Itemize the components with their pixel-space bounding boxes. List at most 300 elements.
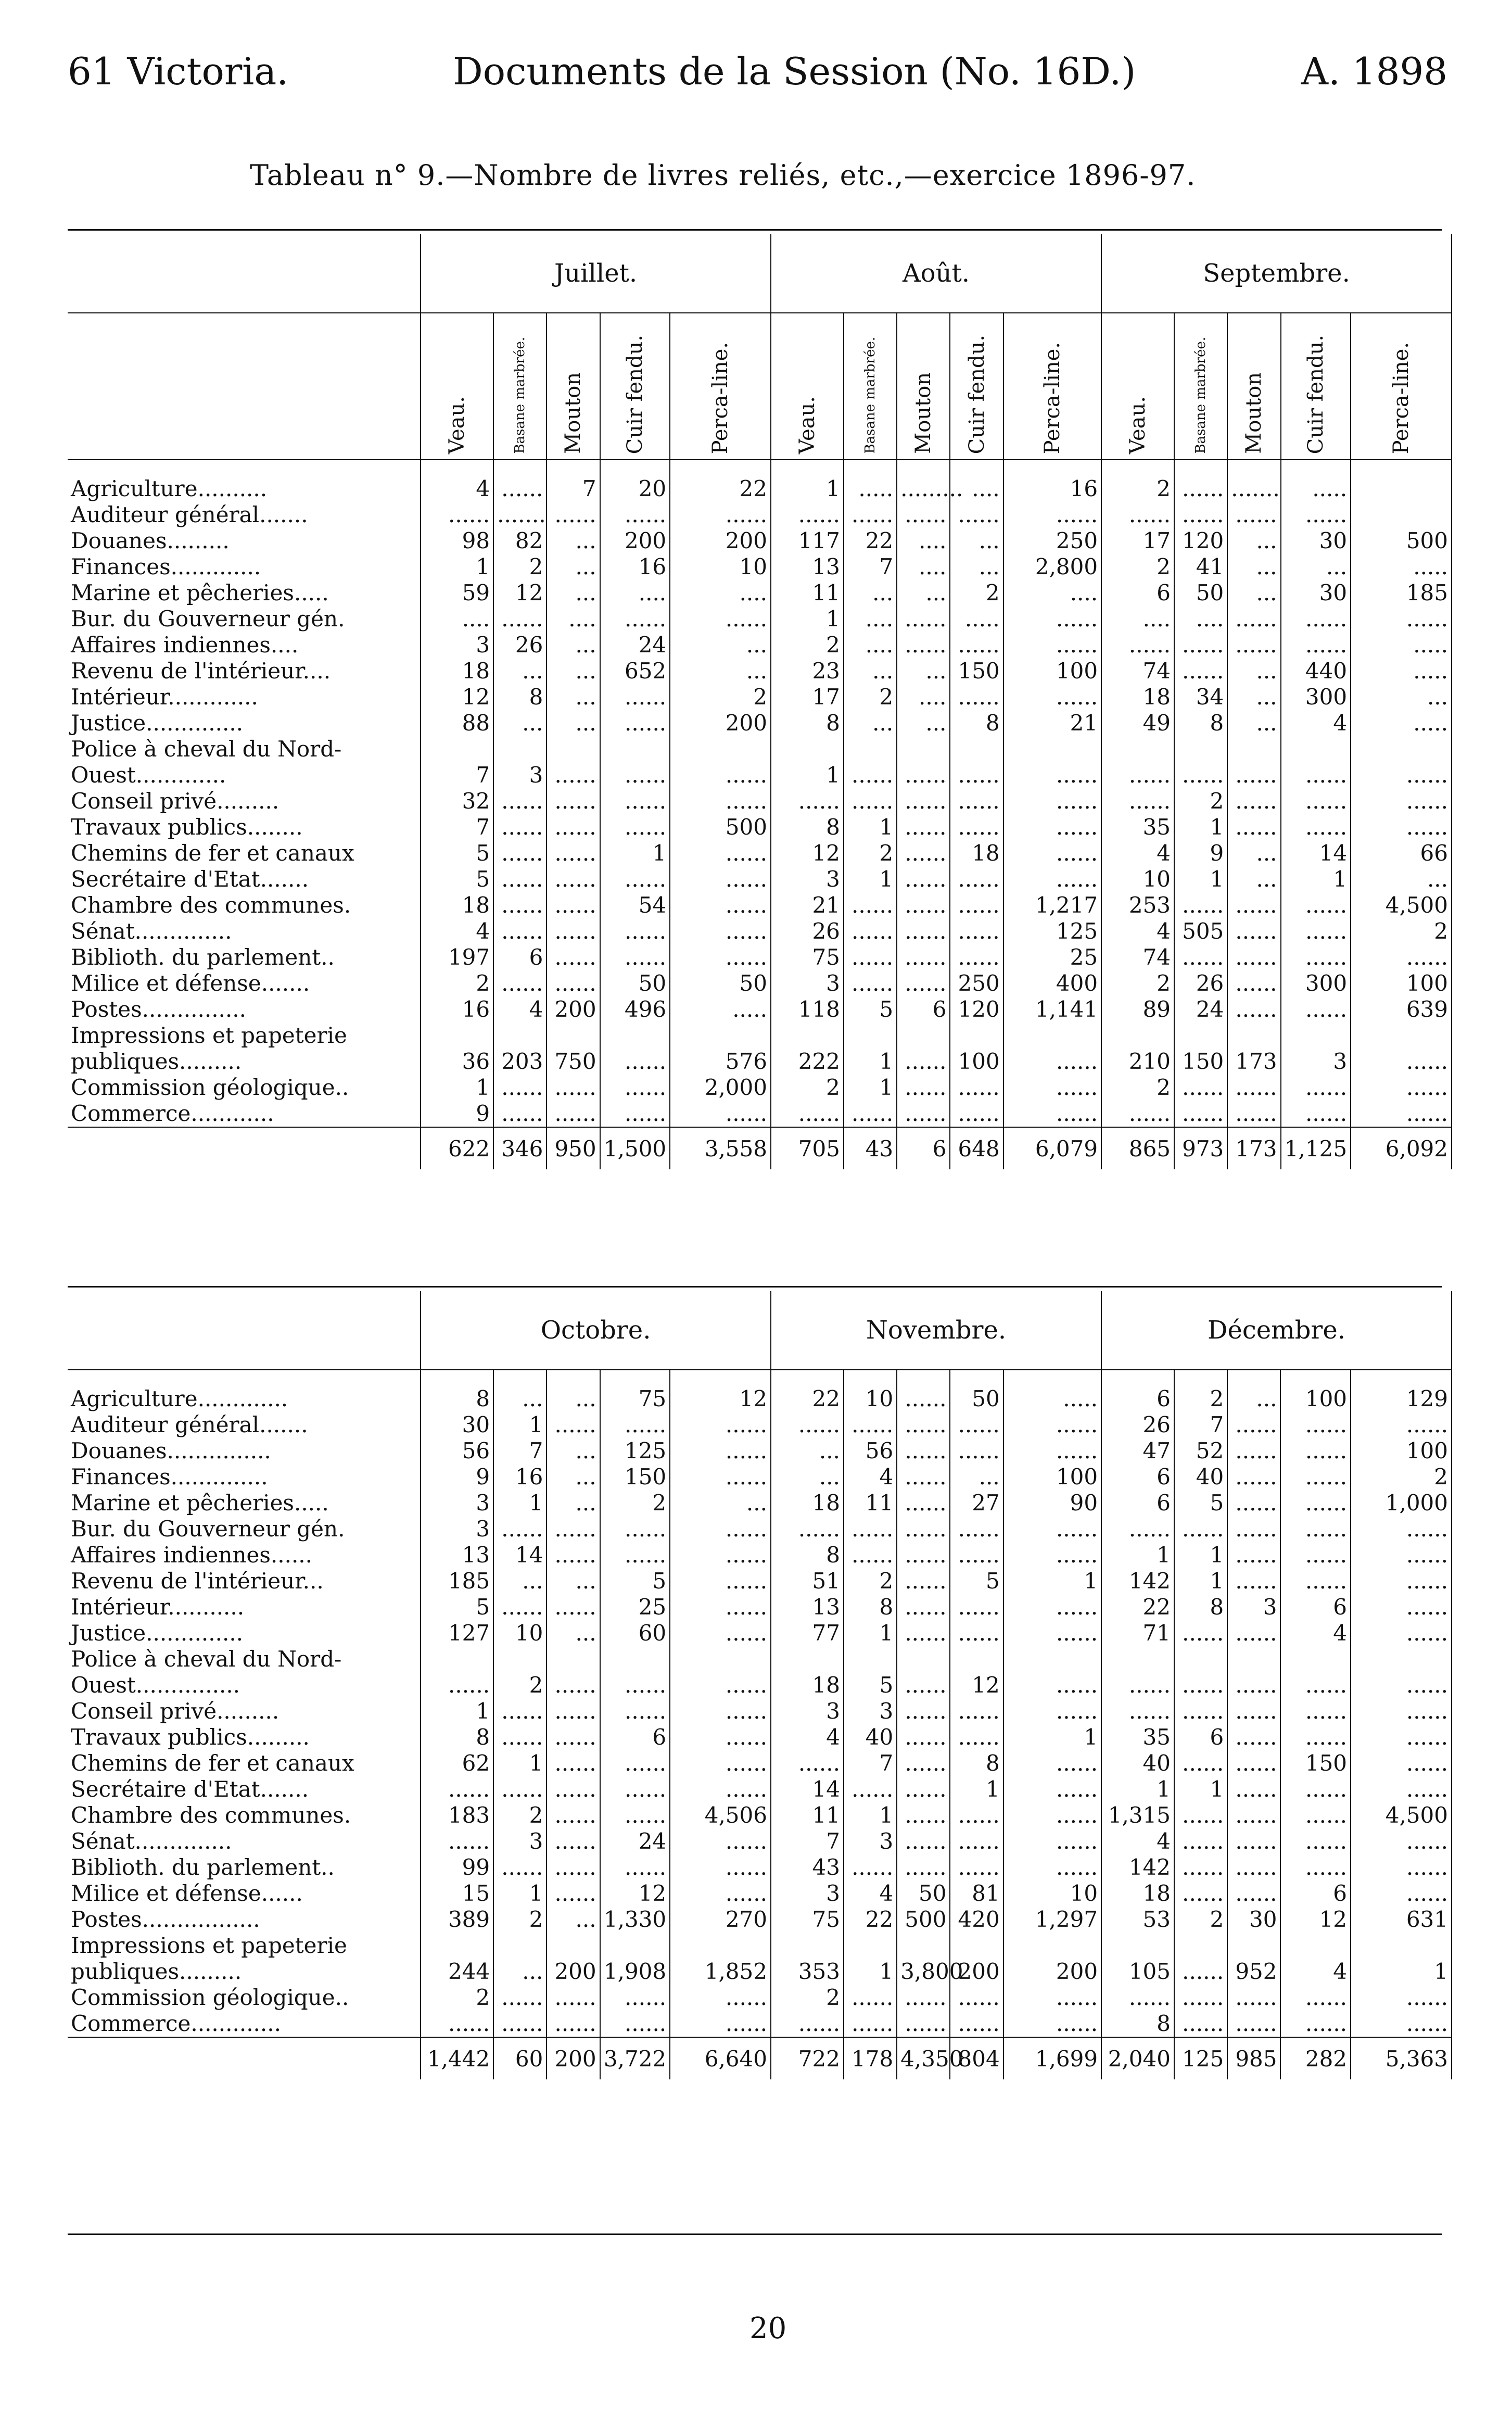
table-cell: ...... (1003, 1101, 1101, 1127)
table-row (68, 736, 1452, 762)
table-cell: 90 (1003, 1490, 1101, 1516)
table-cell: ... (493, 710, 547, 736)
column-header-label: Mouton (1242, 372, 1266, 454)
table-cell: ...... (547, 762, 600, 788)
table-cell: 185 (421, 1568, 493, 1594)
table-cell: ..... (950, 606, 1003, 632)
table-cell: ...... (950, 788, 1003, 814)
table-cell: ...... (600, 1750, 670, 1776)
table-cell: ...... (600, 2011, 670, 2037)
column-header (1101, 313, 1174, 460)
table-cell: ...... (547, 788, 600, 814)
table-cell: 3 (1227, 1594, 1280, 1620)
table-cell: ..... (1281, 476, 1351, 502)
row-label: Finances.............. (68, 1464, 421, 1490)
table-row (68, 1542, 1452, 1568)
table-cell: ...... (1003, 1075, 1101, 1101)
table-cell: ...... (1174, 1516, 1227, 1542)
table-row (68, 684, 1452, 710)
table-cell: 30 (421, 1412, 493, 1438)
table-cell: ...... (950, 1802, 1003, 1828)
table-cell: 8 (421, 1724, 493, 1750)
table-cell: 952 (1227, 1959, 1280, 1985)
table-cell: ...... (1280, 1490, 1351, 1516)
column-header (1351, 313, 1452, 460)
table-cell: ...... (1227, 1802, 1280, 1828)
table-cell: 21 (1003, 710, 1101, 736)
table-cell: ...... (1101, 1101, 1174, 1127)
table-cell: 1 (493, 1490, 547, 1516)
table-cell: ...... (547, 1881, 600, 1907)
table-cell: ...... (1281, 788, 1351, 814)
total-cell: 178 (844, 2037, 897, 2079)
row-label: Auditeur général....... (68, 1412, 421, 1438)
row-label: Commission géologique.. (68, 1985, 421, 2011)
table-cell: ...... (1003, 840, 1101, 866)
table-cell (421, 1646, 493, 1672)
table-cell: 40 (1174, 1464, 1227, 1490)
table-cell: 12 (1280, 1907, 1351, 1933)
table-cell: ...... (600, 1516, 670, 1542)
table-cell: ...... (1174, 1802, 1227, 1828)
row-label: Marine et pêcheries..... (68, 1490, 421, 1516)
totals-label (68, 1127, 421, 1169)
table-cell: ...... (897, 1724, 950, 1750)
table-cell: 5 (950, 1568, 1003, 1594)
table-cell: ...... (600, 814, 670, 840)
table-cell: 26 (1174, 970, 1227, 996)
table-cell: ...... (493, 1776, 547, 1802)
table-cell: .... (897, 528, 950, 554)
table-cell: 7 (844, 554, 897, 580)
table-cell: ... (1227, 580, 1280, 606)
table-cell: ...... (897, 1594, 950, 1620)
table-cell: ...... (950, 1724, 1003, 1750)
table-cell: 7 (844, 1750, 897, 1776)
table-cell: 4 (844, 1881, 897, 1907)
table-cell: 3,800 (897, 1959, 950, 1985)
table-cell: 6 (1101, 1490, 1174, 1516)
table-cell (950, 736, 1003, 762)
table-cell: ...... (600, 684, 670, 710)
table-cell: 30 (1227, 1907, 1280, 1933)
table-cell: ...... (950, 1542, 1003, 1568)
table-block-1 (68, 234, 1452, 1169)
table-cell: 2 (1174, 1907, 1227, 1933)
table-cell: ...... (1003, 1672, 1101, 1698)
table-cell: 4 (1280, 1620, 1351, 1646)
table-cell: ...... (1227, 1776, 1280, 1802)
table-cell: ...... (844, 892, 897, 918)
column-header (670, 313, 771, 460)
table-row (68, 1464, 1452, 1490)
table-cell: ...... (493, 814, 547, 840)
table-cell: ..... (1351, 710, 1452, 736)
table-cell: 89 (1101, 996, 1174, 1023)
total-cell: 346 (493, 1127, 547, 1169)
table-cell: 652 (600, 658, 670, 684)
table-cell: 1 (1174, 1542, 1227, 1568)
table-cell: ...... (897, 1101, 950, 1127)
total-cell: 43 (844, 1127, 897, 1169)
table-cell: ...... (600, 1854, 670, 1881)
table-cell: ... (1351, 866, 1452, 892)
table-cell: ...... (1351, 1881, 1452, 1907)
table-cell: 1 (950, 1776, 1003, 1802)
table-cell: 1 (1003, 1724, 1101, 1750)
table-cell: ..... (1351, 554, 1452, 580)
table-cell: ...... (1174, 658, 1227, 684)
table-cell: 2 (950, 580, 1003, 606)
table-cell: ...... (600, 1985, 670, 2011)
table-cell: ...... (1351, 1620, 1452, 1646)
table-cell: 1 (844, 1959, 897, 1985)
top-rule (68, 229, 1442, 231)
table-cell: ...... (670, 918, 771, 944)
table-cell: ...... (1280, 1542, 1351, 1568)
table-cell: 36 (421, 1049, 493, 1075)
table-cell: ...... (493, 476, 547, 502)
table-cell: ...... (547, 1412, 600, 1438)
column-header-label: Veau. (445, 396, 469, 454)
row-label: Marine et pêcheries..... (68, 580, 421, 606)
row-label: Police à cheval du Nord- (68, 736, 421, 762)
table-cell: ... (670, 658, 771, 684)
table-cell (1280, 1646, 1351, 1672)
table-cell: 2 (844, 684, 897, 710)
table-cell: ...... (493, 1101, 547, 1127)
table-row (68, 1750, 1452, 1776)
table-cell: ....... (493, 502, 547, 528)
table-cell: ...... (897, 892, 950, 918)
table-cell: 8 (493, 684, 547, 710)
table-cell: 5 (844, 996, 897, 1023)
column-header (1003, 313, 1101, 460)
table-cell: ...... (670, 502, 771, 528)
table-cell: 5 (421, 866, 493, 892)
table-cell: 639 (1351, 996, 1452, 1023)
table-cell: ...... (1003, 1049, 1101, 1075)
table-cell: 3 (771, 1698, 844, 1724)
table-row (68, 866, 1452, 892)
table-cell: ...... (1280, 1854, 1351, 1881)
table-cell: 100 (1351, 1438, 1452, 1464)
table-cell: ...... (1174, 632, 1227, 658)
table-cell: 150 (950, 658, 1003, 684)
table-cell (1351, 1646, 1452, 1672)
table-cell: ... (897, 580, 950, 606)
table-cell: 500 (670, 814, 771, 840)
total-cell: 6,079 (1003, 1127, 1101, 1169)
table-cell: 1 (421, 1075, 493, 1101)
table-cell: ...... (897, 502, 950, 528)
table-cell: 4 (493, 996, 547, 1023)
table-cell: ...... (897, 1698, 950, 1724)
table-cell: .... (421, 606, 493, 632)
table-cell: 4 (1101, 1828, 1174, 1854)
table-cell: ...... (670, 1568, 771, 1594)
table-cell: 2 (771, 632, 844, 658)
table-cell: 2 (600, 1490, 670, 1516)
table-cell (1003, 1933, 1101, 1959)
month-header: Novembre. (771, 1291, 1101, 1370)
table-cell: ...... (493, 840, 547, 866)
table-cell: ...... (493, 606, 547, 632)
table-cell: .... (844, 606, 897, 632)
table-cell: ...... (1227, 1516, 1280, 1542)
table-cell (421, 1933, 493, 1959)
row-label: publiques......... (68, 1049, 421, 1075)
table-row (68, 1985, 1452, 2011)
table-cell: 9 (421, 1101, 493, 1127)
table-cell: ...... (897, 918, 950, 944)
totals-row (68, 2037, 1452, 2079)
table-cell: 2 (771, 1075, 844, 1101)
table-cell: 200 (950, 1959, 1003, 1985)
total-cell: 705 (771, 1127, 844, 1169)
table-cell: ...... (1227, 1075, 1280, 1101)
table-cell: ...... (1227, 1854, 1280, 1881)
table-cell (547, 1023, 600, 1049)
table-cell: ...... (670, 1828, 771, 1854)
table-cell: ...... (600, 1412, 670, 1438)
table-cell: ...... (1227, 788, 1280, 814)
table-cell: 17 (771, 684, 844, 710)
table-row (68, 788, 1452, 814)
table-cell: 10 (493, 1620, 547, 1646)
table-cell: ...... (950, 918, 1003, 944)
row-label: Postes............... (68, 996, 421, 1023)
table-cell: ...... (897, 1412, 950, 1438)
table-cell: ...... (1227, 1490, 1280, 1516)
table-cell: ...... (670, 1438, 771, 1464)
table-cell: 41 (1174, 554, 1227, 580)
table-cell: ....... (1227, 476, 1280, 502)
table-cell: 4 (844, 1464, 897, 1490)
table-cell: ... (897, 658, 950, 684)
table-cell: ...... (950, 684, 1003, 710)
total-cell: 3,558 (670, 1127, 771, 1169)
table-cell: ...... (1003, 1438, 1101, 1464)
table-cell: .... (1174, 606, 1227, 632)
table-cell: 50 (897, 1881, 950, 1907)
table-cell: 2 (1101, 970, 1174, 996)
total-cell: 6,092 (1351, 1127, 1452, 1169)
table-cell: 15 (421, 1881, 493, 1907)
table-cell: ...... (1281, 892, 1351, 918)
table-cell: 1 (1101, 1776, 1174, 1802)
total-cell: 125 (1174, 2037, 1227, 2079)
table-row (68, 1828, 1452, 1854)
table-cell: 14 (771, 1776, 844, 1802)
table-cell: 2 (493, 1907, 547, 1933)
table-cell: 43 (771, 1854, 844, 1881)
table-cell: ...... (897, 788, 950, 814)
table-cell: 3 (421, 1516, 493, 1542)
table-cell: ... (950, 554, 1003, 580)
table-cell: ...... (547, 1724, 600, 1750)
table-cell: ...... (897, 944, 950, 970)
total-cell: 6 (897, 1127, 950, 1169)
table-cell: ...... (1351, 1698, 1452, 1724)
total-cell: 3,722 (600, 2037, 670, 2079)
table-cell: ...... (1003, 2011, 1101, 2037)
table-cell: 200 (547, 1959, 600, 1985)
table-cell: ...... (1101, 788, 1174, 814)
table-cell: ...... (1351, 1828, 1452, 1854)
table-cell: ... (493, 658, 547, 684)
table-cell: ...... (1003, 1854, 1101, 1881)
table-cell: 24 (1174, 996, 1227, 1023)
total-cell: 200 (547, 2037, 600, 2079)
table-row (68, 1854, 1452, 1881)
table-cell: ...... (600, 710, 670, 736)
table-cell: 1 (844, 1620, 897, 1646)
table-cell: ...... (1003, 788, 1101, 814)
table-cell: 60 (600, 1620, 670, 1646)
table-cell: 200 (547, 996, 600, 1023)
table-cell: .... (1003, 580, 1101, 606)
table-cell: 74 (1101, 944, 1174, 970)
row-label: Postes................. (68, 1907, 421, 1933)
table-cell: 1 (1351, 1959, 1452, 1985)
table-cell: ... (670, 1490, 771, 1516)
table-cell: 2 (1351, 918, 1452, 944)
table-cell: ... (493, 1568, 547, 1594)
table-cell: ...... (1351, 1049, 1452, 1075)
table-cell: 8 (1174, 1594, 1227, 1620)
table-row (68, 1698, 1452, 1724)
table-cell: 25 (1003, 944, 1101, 970)
table-row (68, 892, 1452, 918)
column-header-label: Veau. (1126, 396, 1150, 454)
table-cell: 13 (771, 554, 844, 580)
page-number: 20 (749, 2312, 787, 2345)
row-label: Finances............. (68, 554, 421, 580)
table-cell: ...... (1003, 1802, 1101, 1828)
table-cell: 117 (771, 528, 844, 554)
table-cell: ...... (1003, 1828, 1101, 1854)
table-cell: ...... (670, 840, 771, 866)
table-cell: ...... (1174, 892, 1227, 918)
table-row (68, 1049, 1452, 1075)
column-header (421, 313, 493, 460)
table-cell: ...... (950, 1698, 1003, 1724)
table-cell: 631 (1351, 1907, 1452, 1933)
running-header-title: Documents de la Session (No. 16D.) (453, 49, 1136, 93)
table-cell: ...... (421, 502, 493, 528)
row-label: Milice et défense....... (68, 970, 421, 996)
table-row (68, 606, 1452, 632)
column-header-label: Cuir fendu. (1303, 334, 1328, 454)
table-cell: ...... (1280, 1568, 1351, 1594)
table-cell: 30 (1281, 528, 1351, 554)
table-cell: ...... (547, 1828, 600, 1854)
table-cell: 81 (950, 1881, 1003, 1907)
table-cell: ...... (950, 1412, 1003, 1438)
table-cell: ...... (600, 1101, 670, 1127)
table-cell: ...... (1351, 1412, 1452, 1438)
table-cell: 62 (421, 1750, 493, 1776)
table-cell (950, 1646, 1003, 1672)
table-cell: ...... (547, 970, 600, 996)
table-cell: ... (547, 1620, 600, 1646)
table-cell: ...... (670, 1881, 771, 1907)
table-cell: 24 (600, 632, 670, 658)
table-row (68, 1412, 1452, 1438)
table-cell: 2 (670, 684, 771, 710)
table-row (68, 1568, 1452, 1594)
row-label: Impressions et papeterie (68, 1023, 421, 1049)
table-cell: ...... (771, 2011, 844, 2037)
column-header (844, 313, 897, 460)
table-cell: ...... (844, 1101, 897, 1127)
table-row (68, 1802, 1452, 1828)
table-cell: 200 (600, 528, 670, 554)
table-cell: 6 (600, 1724, 670, 1750)
row-label: Secrétaire d'Etat....... (68, 1776, 421, 1802)
table-cell: ...... (1351, 1776, 1452, 1802)
table-cell: 1 (600, 840, 670, 866)
table-cell (897, 736, 950, 762)
total-cell: 1,699 (1003, 2037, 1101, 2079)
table-cell (1174, 736, 1227, 762)
table-cell: 2 (1101, 476, 1174, 502)
table-cell: .... (670, 580, 771, 606)
table-cell: 440 (1281, 658, 1351, 684)
table-cell: ...... (1280, 1802, 1351, 1828)
table-cell: 4 (1280, 1959, 1351, 1985)
table-cell: 3 (421, 1490, 493, 1516)
table-cell: ...... (547, 1672, 600, 1698)
table-cell: ...... (1351, 1724, 1452, 1750)
table-cell: ...... (670, 606, 771, 632)
table-cell: 51 (771, 1568, 844, 1594)
table-cell: ...... (493, 1854, 547, 1881)
table-cell: ...... (1351, 1101, 1452, 1127)
row-label: Agriculture............. (68, 1386, 421, 1412)
table-cell: 50 (670, 970, 771, 996)
table-cell: ...... (844, 1985, 897, 2011)
column-header-label: Perca-line. (1389, 342, 1414, 454)
table-cell: 1 (493, 1412, 547, 1438)
row-label: publiques......... (68, 1959, 421, 1985)
table-cell: ...... (547, 892, 600, 918)
table-cell: ...... (1280, 2011, 1351, 2037)
table-cell: ...... (897, 1542, 950, 1568)
row-label: Travaux publics........ (68, 814, 421, 840)
table-cell: 26 (1101, 1412, 1174, 1438)
table-cell: ...... (670, 1464, 771, 1490)
column-header-label: Basane marbrée. (1193, 337, 1209, 454)
table-cell: 4 (1101, 840, 1174, 866)
table-cell: 53 (1101, 1907, 1174, 1933)
table-cell: 500 (1351, 528, 1452, 554)
table-cell: ...... (1227, 1985, 1280, 2011)
column-header-label: Perca-line. (1040, 342, 1064, 454)
table-cell (771, 1646, 844, 1672)
table-cell: ...... (1351, 1542, 1452, 1568)
total-cell: 4,350 (897, 2037, 950, 2079)
table-cell: 8 (950, 710, 1003, 736)
table-cell: ... (844, 710, 897, 736)
table-cell: ...... (897, 814, 950, 840)
column-header-label: Perca-line. (708, 342, 733, 454)
table-cell: ... (1227, 840, 1280, 866)
row-label: Conseil privé......... (68, 788, 421, 814)
table-cell: ...... (1174, 1985, 1227, 2011)
table-row (68, 1646, 1452, 1672)
